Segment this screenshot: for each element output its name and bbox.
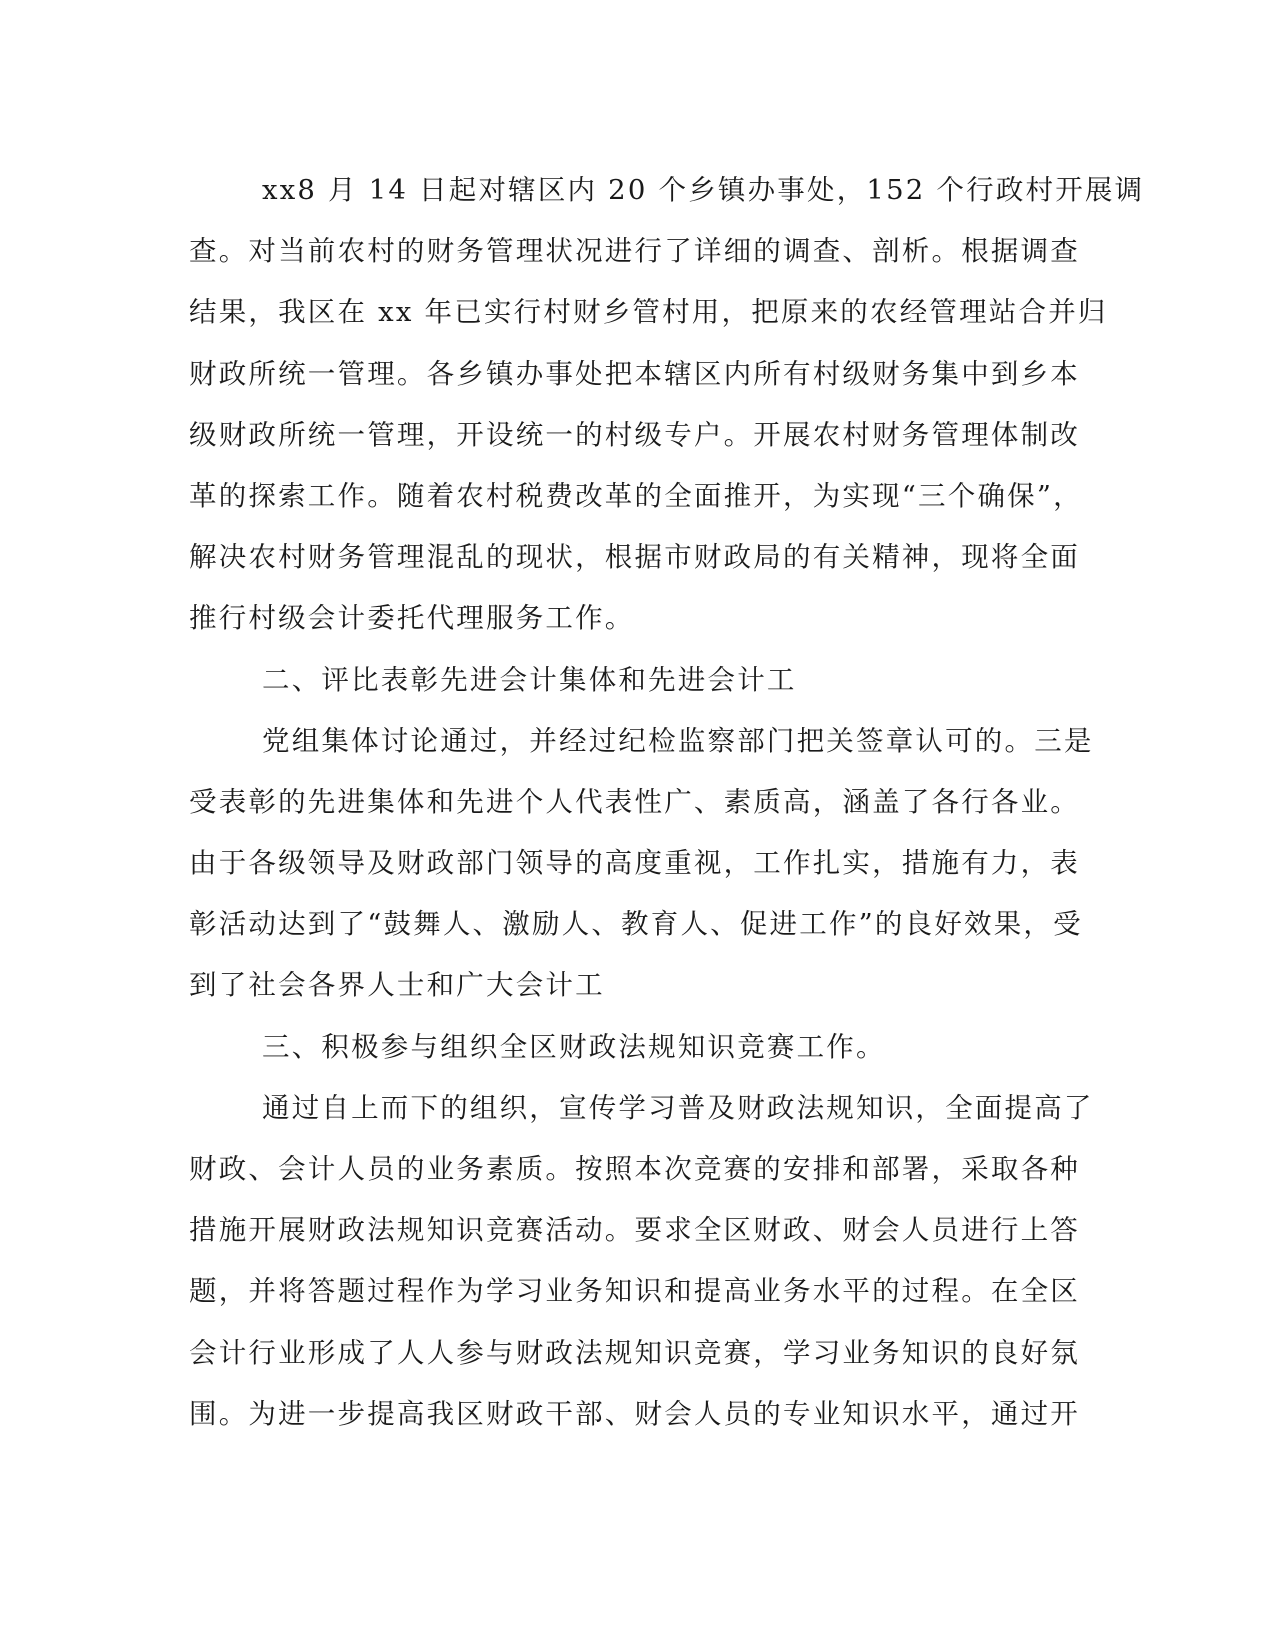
text-line: 解决农村财务管理混乱的现状，根据市财政局的有关精神，现将全面 xyxy=(189,541,1080,574)
heading-line: 二、评比表彰先进会计集体和先进会计工 xyxy=(262,663,797,696)
text-line: 推行村级会计委托代理服务工作。 xyxy=(189,602,635,635)
text-line: 彰活动达到了“鼓舞人、激励人、教育人、促进工作”的良好效果，受 xyxy=(189,908,1083,941)
paragraph-rural-finance xyxy=(189,160,1145,650)
heading-line: 三、积极参与组织全区财政法规知识竞赛工作。 xyxy=(262,1030,886,1063)
text-line: 到了社会各界人士和广大会计工 xyxy=(189,969,605,1002)
text-line: 财政所统一管理。各乡镇办事处把本辖区内所有村级财务集中到乡本 xyxy=(189,357,1080,390)
text-line: 查。对当前农村的财务管理状况进行了详细的调查、剖析。根据调查 xyxy=(189,235,1080,268)
text-line: 受表彰的先进集体和先进个人代表性广、素质高，涵盖了各行各业。 xyxy=(189,785,1080,818)
text-line: 由于各级领导及财政部门领导的高度重视，工作扎实，措施有力，表 xyxy=(189,847,1080,880)
paragraph-commendation xyxy=(189,711,1094,1017)
text-line: 级财政所统一管理，开设统一的村级专户。开展农村财务管理体制改 xyxy=(189,418,1080,451)
text-line: 革的探索工作。随着农村税费改革的全面推开，为实现“三个确保”， xyxy=(189,479,1083,512)
section-heading-competition xyxy=(189,1017,1069,1078)
text-line: 结果，我区在 xx 年已实行村财乡管村用，把原来的农经管理站合并归 xyxy=(189,296,1108,329)
text-line: 措施开展财政法规知识竞赛活动。要求全区财政、财会人员进行上答 xyxy=(189,1214,1080,1247)
text-line: xx8 月 14 日起对辖区内 20 个乡镇办事处，152 个行政村开展调 xyxy=(262,174,1145,206)
text-line: 通过自上而下的组织，宣传学习普及财政法规知识，全面提高了 xyxy=(262,1091,1094,1124)
document-body xyxy=(189,160,1145,1445)
section-heading-commendation xyxy=(189,650,1069,711)
text-line: 题，并将答题过程作为学习业务知识和提高业务水平的过程。在全区 xyxy=(189,1275,1080,1308)
text-line: 会计行业形成了人人参与财政法规知识竞赛，学习业务知识的良好氛 xyxy=(189,1336,1080,1369)
text-line: 财政、会计人员的业务素质。按照本次竞赛的安排和部署，采取各种 xyxy=(189,1153,1080,1185)
text-line: 围。为进一步提高我区财政干部、财会人员的专业知识水平，通过开 xyxy=(189,1397,1080,1430)
paragraph-competition xyxy=(189,1078,1094,1445)
text-line: 党组集体讨论通过，并经过纪检监察部门把关签章认可的。三是 xyxy=(262,724,1094,757)
